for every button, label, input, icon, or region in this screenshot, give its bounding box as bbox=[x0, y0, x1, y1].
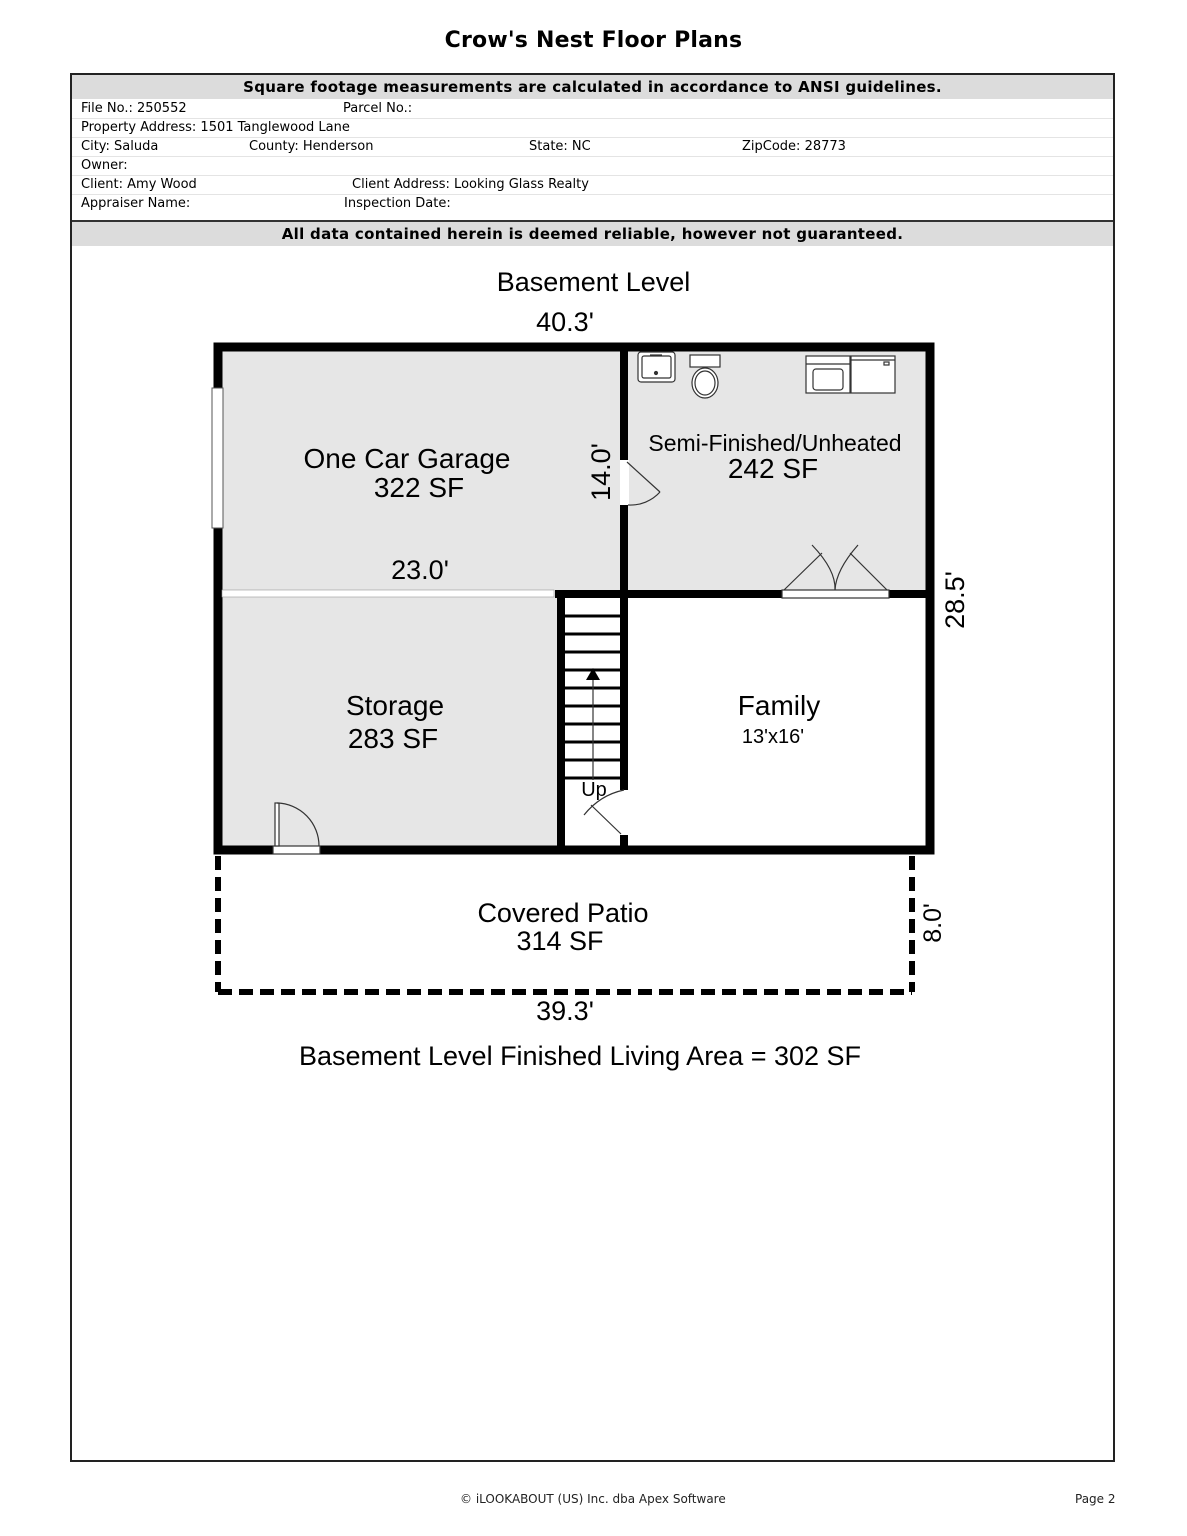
level-title: Basement Level bbox=[496, 267, 691, 297]
garage-opening bbox=[222, 590, 554, 597]
state: State: NC bbox=[529, 139, 591, 154]
disclaimer-banner: All data contained herein is deemed reliable, however not guaranteed. bbox=[72, 220, 1113, 246]
inspection-date: Inspection Date: bbox=[344, 196, 451, 211]
dim-garage-height: 14.0' bbox=[586, 443, 616, 501]
room-storage-name: Storage bbox=[345, 690, 445, 721]
page-number: Page 2 bbox=[1075, 1492, 1116, 1506]
finished-area-summary: Basement Level Finished Living Area = 302 SF bbox=[298, 1041, 862, 1071]
dim-garage-width: 23.0' bbox=[391, 555, 449, 585]
dim-patio-width: 39.3' bbox=[536, 996, 594, 1026]
room-family-name: Family bbox=[737, 690, 821, 721]
copyright: © iLOOKABOUT (US) Inc. dba Apex Software bbox=[460, 1492, 726, 1506]
washer-dryer-icon bbox=[806, 356, 895, 393]
dim-right-height: 28.5' bbox=[940, 571, 970, 629]
city: City: Saluda bbox=[81, 139, 159, 154]
room-storage-area: 283 SF bbox=[347, 723, 439, 754]
property-address: Property Address: 1501 Tanglewood Lane bbox=[81, 120, 350, 135]
dim-patio-depth: 8.0' bbox=[919, 903, 947, 943]
client-address: Client Address: Looking Glass Realty bbox=[352, 177, 589, 192]
file-number: File No.: 250552 bbox=[81, 101, 187, 116]
parcel-number: Parcel No.: bbox=[343, 101, 413, 116]
client: Client: Amy Wood bbox=[81, 177, 197, 192]
room-patio-name: Covered Patio bbox=[477, 898, 649, 928]
ansi-banner: Square footage measurements are calculated in accordance to ANSI guidelines. bbox=[72, 75, 1113, 99]
zipcode: ZipCode: 28773 bbox=[742, 139, 846, 154]
dim-top-width: 40.3' bbox=[536, 307, 594, 337]
room-garage-name: One Car Garage bbox=[303, 443, 511, 474]
sink-icon bbox=[638, 352, 675, 382]
owner: Owner: bbox=[81, 158, 128, 173]
stairs-up-label: Up bbox=[581, 779, 607, 801]
appraiser-name: Appraiser Name: bbox=[81, 196, 191, 211]
room-patio-area: 314 SF bbox=[516, 926, 604, 956]
room-semi-finished-area: 242 SF bbox=[727, 453, 819, 484]
room-semi-finished-name: Semi-Finished/Unheated bbox=[648, 430, 902, 456]
room-garage-area: 322 SF bbox=[373, 472, 465, 503]
storage-fill bbox=[218, 593, 558, 850]
room-family-dimensions: 13'x16' bbox=[741, 726, 805, 748]
window-icon bbox=[212, 388, 223, 528]
county: County: Henderson bbox=[249, 139, 374, 154]
page-title: Crow's Nest Floor Plans bbox=[444, 28, 743, 53]
toilet-icon bbox=[690, 355, 720, 398]
